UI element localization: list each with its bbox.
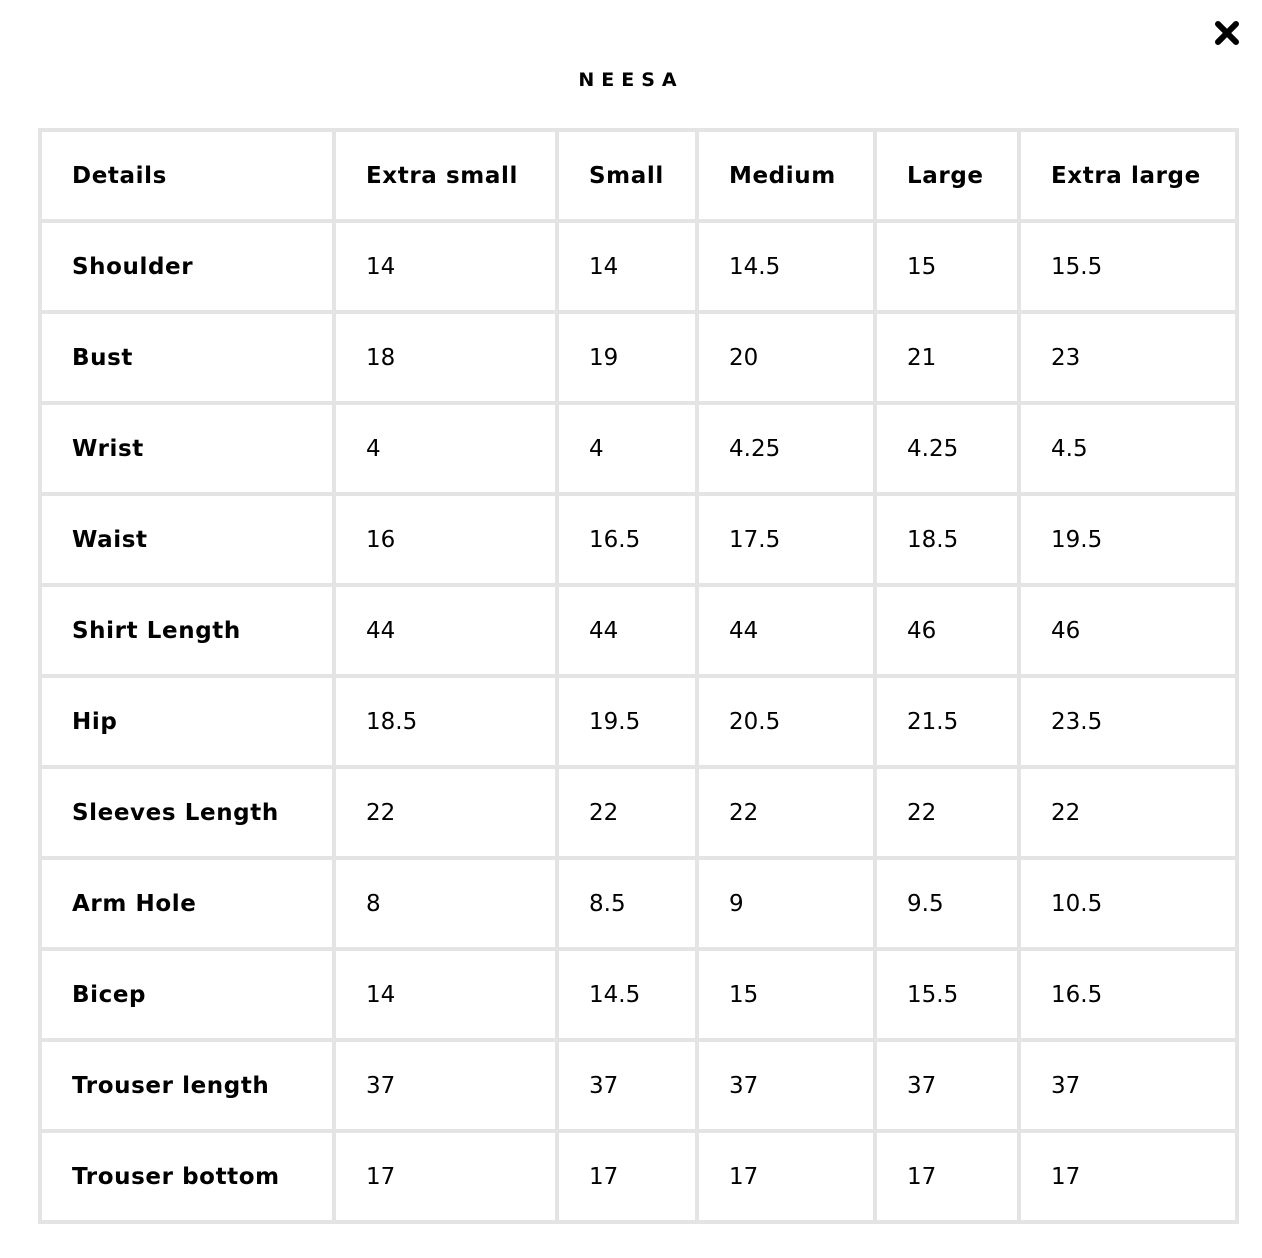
table-cell: 14.5 <box>699 223 873 310</box>
table-cell: 15.5 <box>877 951 1017 1038</box>
close-icon <box>1214 20 1240 46</box>
table-row <box>42 405 1235 492</box>
table-cell: 19.5 <box>559 678 695 765</box>
table-cell: 37 <box>559 1042 695 1129</box>
table-row <box>42 496 1235 583</box>
table-row <box>42 1042 1235 1129</box>
row-label: Bust <box>42 314 332 401</box>
row-label: Wrist <box>42 405 332 492</box>
row-label: Shoulder <box>42 223 332 310</box>
size-chart-table <box>38 128 1239 1224</box>
table-cell: 9.5 <box>877 860 1017 947</box>
column-header: Extra large <box>1021 132 1235 219</box>
table-row <box>42 769 1235 856</box>
table-cell: 10.5 <box>1021 860 1235 947</box>
column-header: Extra small <box>336 132 555 219</box>
table-row <box>42 314 1235 401</box>
table-cell: 37 <box>1021 1042 1235 1129</box>
table-cell: 44 <box>336 587 555 674</box>
column-header: Large <box>877 132 1017 219</box>
table-cell: 21.5 <box>877 678 1017 765</box>
column-header: Small <box>559 132 695 219</box>
table-cell: 23.5 <box>1021 678 1235 765</box>
table-cell: 37 <box>877 1042 1017 1129</box>
table-cell: 22 <box>877 769 1017 856</box>
table-cell: 4.25 <box>699 405 873 492</box>
table-header-row <box>42 132 1235 219</box>
table-cell: 21 <box>877 314 1017 401</box>
table-cell: 8 <box>336 860 555 947</box>
row-label: Trouser bottom <box>42 1133 332 1220</box>
table-row <box>42 223 1235 310</box>
table-cell: 44 <box>559 587 695 674</box>
table-cell: 17 <box>559 1133 695 1220</box>
table-cell: 22 <box>1021 769 1235 856</box>
table-cell: 18.5 <box>336 678 555 765</box>
table-cell: 20 <box>699 314 873 401</box>
table-cell: 15 <box>877 223 1017 310</box>
table-cell: 22 <box>559 769 695 856</box>
table-cell: 22 <box>336 769 555 856</box>
table-row <box>42 860 1235 947</box>
row-label: Hip <box>42 678 332 765</box>
table-cell: 9 <box>699 860 873 947</box>
table-cell: 16.5 <box>1021 951 1235 1038</box>
table-cell: 18 <box>336 314 555 401</box>
table-cell: 19 <box>559 314 695 401</box>
table-cell: 8.5 <box>559 860 695 947</box>
table-cell: 16 <box>336 496 555 583</box>
table-row <box>42 678 1235 765</box>
table-cell: 37 <box>336 1042 555 1129</box>
table-cell: 17 <box>877 1133 1017 1220</box>
table-cell: 14 <box>336 951 555 1038</box>
close-button[interactable] <box>1210 16 1244 50</box>
table-row <box>42 1133 1235 1220</box>
table-row <box>42 587 1235 674</box>
table-cell: 4.5 <box>1021 405 1235 492</box>
table-cell: 20.5 <box>699 678 873 765</box>
table-cell: 16.5 <box>559 496 695 583</box>
row-label: Sleeves Length <box>42 769 332 856</box>
table-cell: 14 <box>336 223 555 310</box>
table-cell: 14 <box>559 223 695 310</box>
table-cell: 23 <box>1021 314 1235 401</box>
row-label: Bicep <box>42 951 332 1038</box>
table-cell: 17 <box>336 1133 555 1220</box>
table-cell: 15 <box>699 951 873 1038</box>
row-label: Shirt Length <box>42 587 332 674</box>
column-header: Details <box>42 132 332 219</box>
table-cell: 4 <box>559 405 695 492</box>
table-cell: 22 <box>699 769 873 856</box>
table-cell: 4.25 <box>877 405 1017 492</box>
table-cell: 4 <box>336 405 555 492</box>
row-label: Waist <box>42 496 332 583</box>
table-cell: 19.5 <box>1021 496 1235 583</box>
table-cell: 46 <box>1021 587 1235 674</box>
table-cell: 17 <box>1021 1133 1235 1220</box>
brand-title: NEESA <box>578 69 684 91</box>
table-cell: 17.5 <box>699 496 873 583</box>
table-cell: 46 <box>877 587 1017 674</box>
table-cell: 14.5 <box>559 951 695 1038</box>
table-cell: 44 <box>699 587 873 674</box>
table-cell: 15.5 <box>1021 223 1235 310</box>
table-cell: 37 <box>699 1042 873 1129</box>
table-row <box>42 951 1235 1038</box>
row-label: Arm Hole <box>42 860 332 947</box>
row-label: Trouser length <box>42 1042 332 1129</box>
column-header: Medium <box>699 132 873 219</box>
table-cell: 17 <box>699 1133 873 1220</box>
table-cell: 18.5 <box>877 496 1017 583</box>
